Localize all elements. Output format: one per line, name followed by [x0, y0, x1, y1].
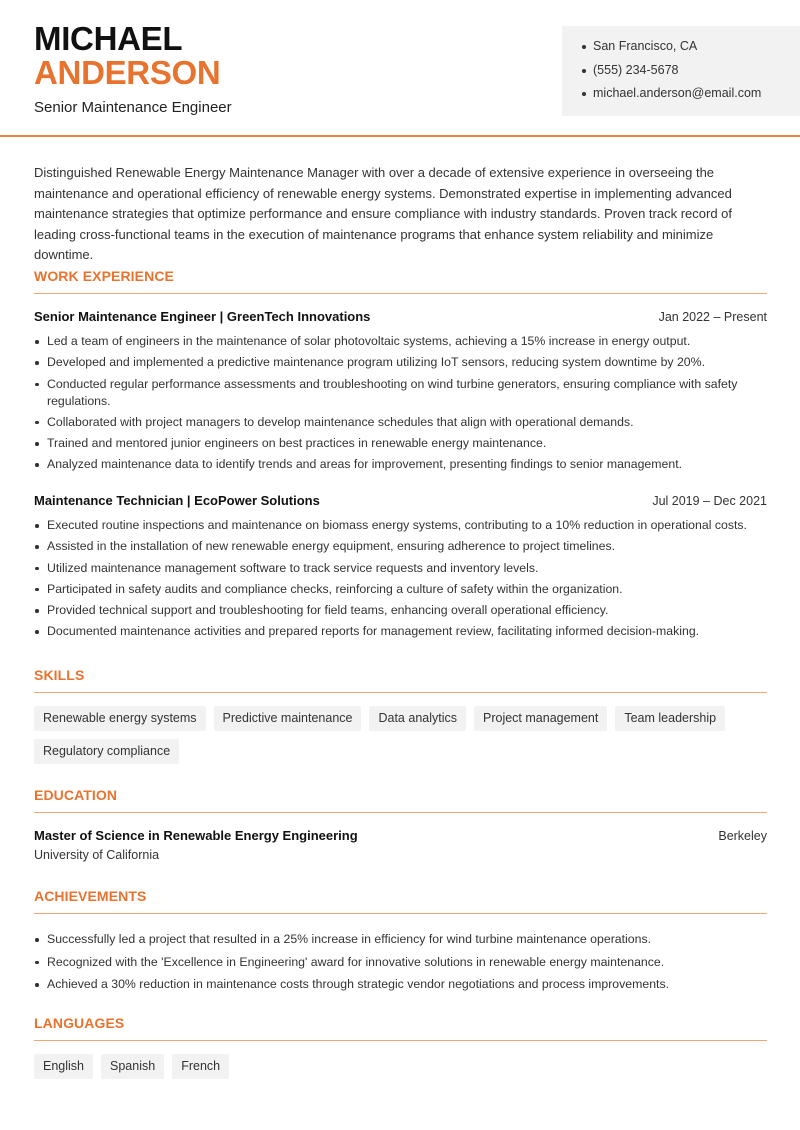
job-entry	[34, 309, 767, 478]
job-bullets	[34, 517, 767, 640]
list-item: Utilized maintenance management software to track service requests and inventory levels.	[34, 560, 767, 577]
list-item: Conducted regular performance assessments and troubleshooting on wind turbine generators, ensuring compliance with safety regulations.	[34, 376, 767, 410]
degree: Master of Science in Renewable Energy Engineering	[34, 828, 358, 843]
job-role: Senior Maintenance Engineer	[34, 99, 232, 116]
education-location: Berkeley	[718, 829, 767, 843]
language-tag: Spanish	[101, 1054, 164, 1079]
school-name: University of California	[34, 848, 160, 862]
achievements-list	[34, 929, 767, 999]
list-item: Documented maintenance activities and prepared reports for management review, facilitating informed decision-making.	[34, 623, 767, 640]
language-tag: French	[172, 1054, 229, 1079]
section-title-education: EDUCATION	[34, 787, 767, 813]
job-title: Senior Maintenance Engineer | GreenTech Innovations	[34, 309, 371, 324]
skill-tag: Predictive maintenance	[214, 706, 362, 731]
bullet-icon	[582, 69, 586, 73]
list-item: Trained and mentored junior engineers on best practices in renewable energy maintenance.	[34, 435, 767, 452]
contact-box	[562, 26, 800, 116]
skills-list	[34, 706, 767, 764]
section-title-work-experience: WORK EXPERIENCE	[34, 268, 767, 294]
job-date: Jul 2019 – Dec 2021	[652, 494, 767, 508]
section-title-skills: SKILLS	[34, 667, 767, 693]
languages-list	[34, 1054, 767, 1079]
list-item: Recognized with the 'Excellence in Engineering' award for innovative solutions in renewable energy maintenance.	[34, 954, 767, 971]
profile-summary: Distinguished Renewable Energy Maintenance Manager with over a decade of extensive experience in overseeing the maintenance and operational efficiency of renewable energy systems. Demonstrated expertise in implementing advanced maintenance strategies that optimize performance and ensure compliance with industry standards. Proven track record of leading cross-functional teams in the execution of maintenance programs that enhance system reliability and minimize downtime.	[34, 165, 733, 263]
list-item: Assisted in the installation of new renewable energy equipment, ensuring adherence to project timelines.	[34, 538, 767, 555]
list-item: Collaborated with project managers to develop maintenance schedules that align with operational demands.	[34, 414, 767, 431]
list-item: Led a team of engineers in the maintenance of solar photovoltaic systems, achieving a 15% increase in energy output.	[34, 333, 767, 350]
contact-phone: (555) 234-5678	[582, 63, 800, 87]
job-entry	[34, 493, 767, 645]
skill-tag: Team leadership	[615, 706, 725, 731]
list-item: Participated in safety audits and compliance checks, reinforcing a culture of safety within the organization.	[34, 581, 767, 598]
contact-email: michael.anderson@email.com	[582, 86, 800, 110]
contact-location: San Francisco, CA	[582, 39, 800, 63]
list-item: Provided technical support and troubleshooting for field teams, enhancing overall operational efficiency.	[34, 602, 767, 619]
job-bullets	[34, 333, 767, 473]
section-title-languages: LANGUAGES	[34, 1015, 767, 1041]
section-title-achievements: ACHIEVEMENTS	[34, 888, 767, 914]
list-item: Developed and implemented a predictive maintenance program utilizing IoT sensors, reducing system downtime by 20%.	[34, 354, 767, 371]
list-item: Achieved a 30% reduction in maintenance costs through strategic vendor negotiations and process improvements.	[34, 976, 767, 993]
resume-header	[0, 0, 800, 137]
first-name: MICHAEL	[34, 20, 183, 57]
list-item: Executed routine inspections and maintenance on biomass energy systems, contributing to a 10% reduction in operational costs.	[34, 517, 767, 534]
list-item: Successfully led a project that resulted in a 25% increase in efficiency for wind turbine maintenance operations.	[34, 931, 767, 948]
bullet-icon	[582, 45, 586, 49]
list-item: Analyzed maintenance data to identify trends and areas for improvement, presenting findings to senior management.	[34, 456, 767, 473]
bullet-icon	[582, 92, 586, 96]
language-tag: English	[34, 1054, 93, 1079]
candidate-name	[34, 22, 220, 90]
last-name: ANDERSON	[34, 54, 221, 91]
skill-tag: Data analytics	[369, 706, 466, 731]
job-title: Maintenance Technician | EcoPower Solutions	[34, 493, 320, 508]
skill-tag: Renewable energy systems	[34, 706, 206, 731]
skill-tag: Project management	[474, 706, 607, 731]
skill-tag: Regulatory compliance	[34, 739, 179, 764]
job-date: Jan 2022 – Present	[658, 310, 767, 324]
education-entry	[34, 828, 767, 862]
